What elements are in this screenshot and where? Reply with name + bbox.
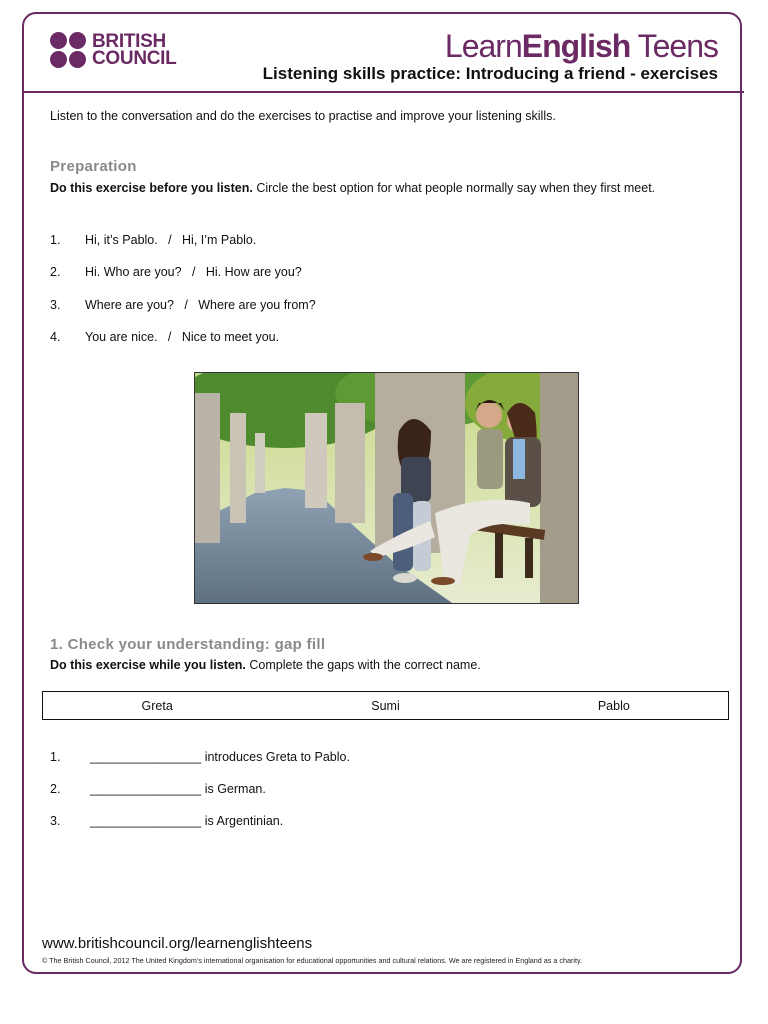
preparation-heading: Preparation xyxy=(50,158,137,175)
intro-text: Listen to the conversation and do the exercises to practise and improve your listening skills. xyxy=(50,109,556,123)
gap-item xyxy=(50,750,350,764)
list-item xyxy=(50,233,256,247)
le-logo-english: English xyxy=(521,28,631,64)
name-option: Pablo xyxy=(597,698,630,713)
exercise1-instruction-rest: Complete the gaps with the correct name. xyxy=(245,658,481,672)
name-option: Sumi xyxy=(371,698,400,713)
gap-blank[interactable]: ________________ xyxy=(90,814,202,828)
le-logo-learn: Learn xyxy=(444,28,522,64)
british-council-logo xyxy=(50,32,176,68)
footer-legal: © The British Council, 2012 The United Kingdom’s international organisation for educational opportunities and cultural relations. We are registered in England as a charity. xyxy=(42,956,583,965)
bc-logo-line1: BRITISH xyxy=(92,31,166,52)
item-text: Where are you? / Where are you from? xyxy=(85,298,316,312)
name-option: Greta xyxy=(141,698,173,713)
exercise1-instruction xyxy=(50,657,722,674)
item-number: 1. xyxy=(50,750,61,764)
header-divider xyxy=(22,91,744,93)
gap-text: introduces Greta to Pablo. xyxy=(201,750,350,764)
british-council-dots-icon xyxy=(50,32,86,68)
item-text: You are nice. / Nice to meet you. xyxy=(85,330,280,344)
item-text: Hi. Who are you? / Hi. How are you? xyxy=(85,265,302,279)
item-number: 3. xyxy=(50,814,61,828)
item-number: 2. xyxy=(50,782,61,796)
learnenglish-teens-logo xyxy=(445,28,718,65)
gap-item xyxy=(50,814,283,828)
exercise1-instruction-bold: Do this exercise while you listen. xyxy=(50,658,246,672)
item-number: 4. xyxy=(50,330,61,344)
gap-blank[interactable]: ________________ xyxy=(90,750,202,764)
le-logo-teens: Teens xyxy=(630,28,718,64)
name-word-box xyxy=(42,691,729,720)
gap-text: is Argentinian. xyxy=(201,814,284,828)
gap-blank[interactable]: ________________ xyxy=(90,782,202,796)
list-item xyxy=(50,265,302,279)
preparation-instruction xyxy=(50,180,722,197)
preparation-instruction-rest: Circle the best option for what people normally say when they first meet. xyxy=(252,181,656,195)
gap-item xyxy=(50,782,266,796)
gap-text: is German. xyxy=(201,782,266,796)
item-text: Hi, it’s Pablo. / Hi, I’m Pablo. xyxy=(85,233,257,247)
bc-logo-line2: COUNCIL xyxy=(92,48,177,69)
item-number: 3. xyxy=(50,298,61,312)
document-title: Listening skills practice: Introducing a friend - exercises xyxy=(262,64,718,83)
item-number: 2. xyxy=(50,265,61,279)
footer-url[interactable]: www.britishcouncil.org/learnenglishteens xyxy=(42,935,313,952)
preparation-instruction-bold: Do this exercise before you listen. xyxy=(50,181,253,195)
item-number: 1. xyxy=(50,233,61,247)
list-item xyxy=(50,298,316,312)
list-item xyxy=(50,330,279,344)
exercise1-heading: 1. Check your understanding: gap fill xyxy=(50,636,326,653)
friends-photo xyxy=(194,372,579,604)
